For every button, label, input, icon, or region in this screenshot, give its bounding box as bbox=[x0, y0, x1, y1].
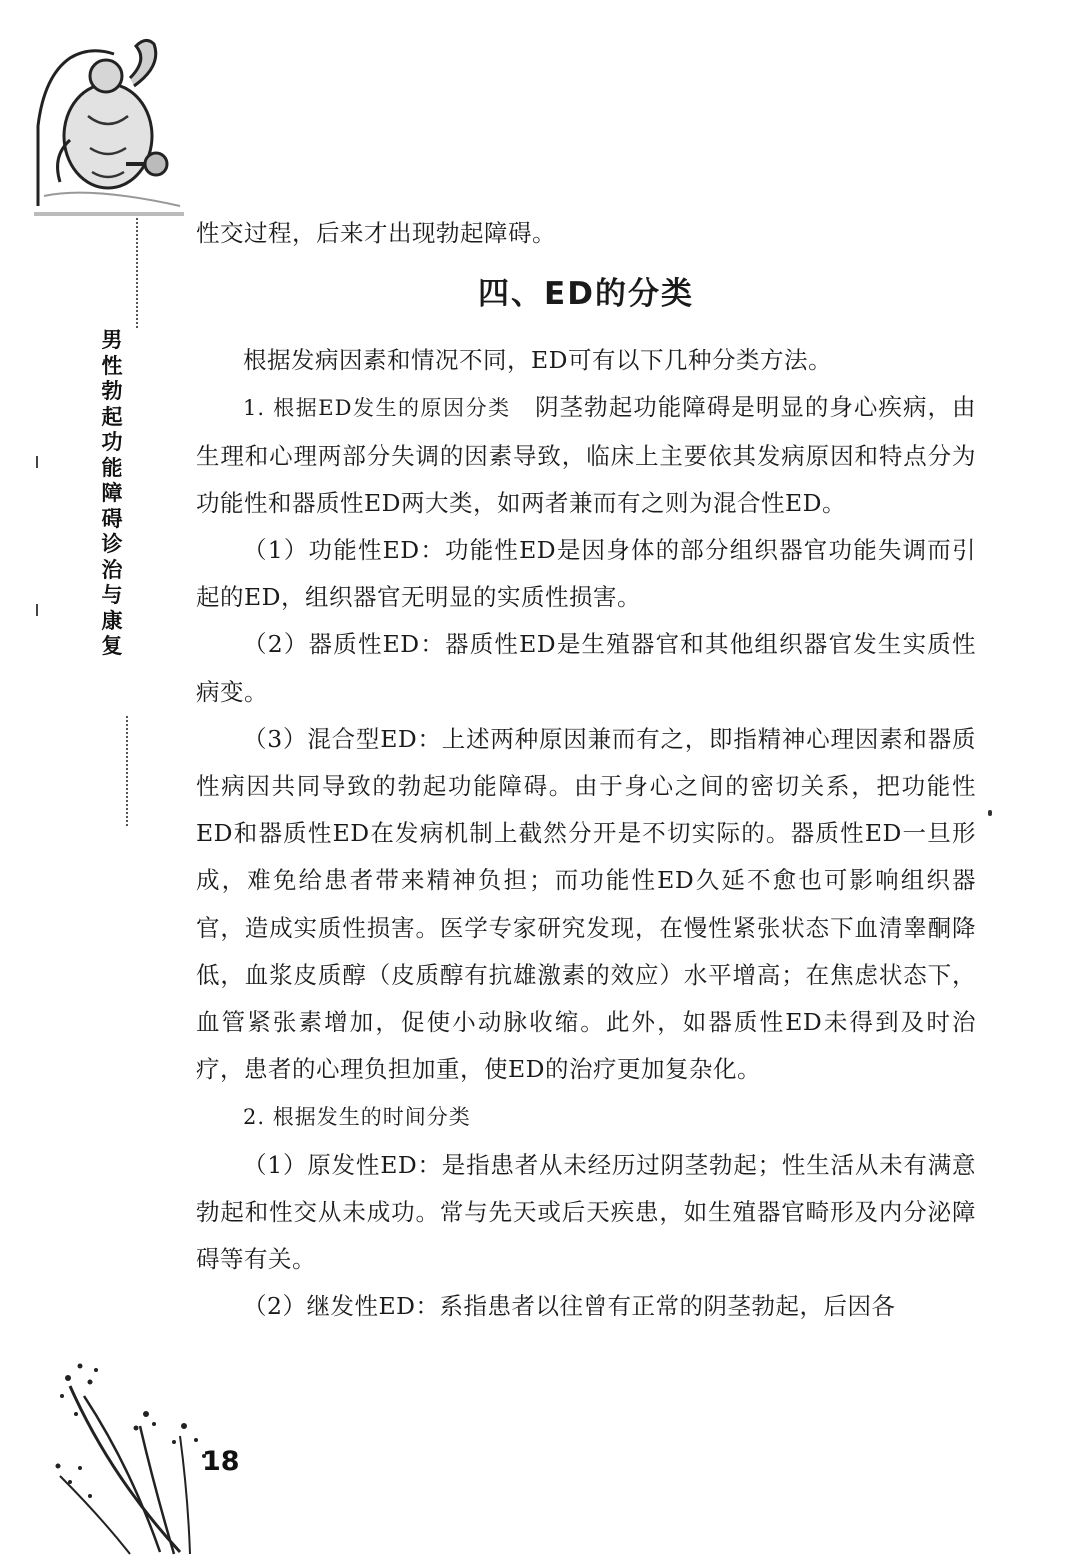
paragraph-cause-classification bbox=[196, 384, 976, 527]
margin-tick bbox=[36, 604, 38, 616]
side-dotted-rule bbox=[136, 218, 138, 328]
margin-tick bbox=[36, 456, 38, 468]
side-title: 男性勃起功能障碍诊治与康复 bbox=[101, 328, 123, 658]
section-heading: 四、ED的分类 bbox=[478, 276, 694, 313]
paragraph-mixed-ed: （3）混合型ED：上述两种原因兼而有之，即指精神心理因素和器质性病因共同导致的勃起功能障碍。由于身心之间的密切关系，把功能性ED和器质性ED在发病机制上截然分开是不切实际的。器质性ED一旦形成，难免给患者带来精神负担；而功能性ED久延不愈也可影响组织器官，造成实质性损害。医学专家研究发现，在慢性紧张状态下血清睾酮降低，血浆皮质醇（皮质醇有抗雄激素的效应）水平增高；在焦虑状态下，血管紧张素增加，促使小动脉收缩。此外，如器质性ED未得到及时治疗，患者的心理负担加重，使ED的治疗更加复杂化。 bbox=[196, 724, 976, 1084]
grass-sprig-icon bbox=[50, 1356, 220, 1556]
paragraph-continuation: 性交过程，后来才出现勃起障碍。 bbox=[196, 219, 556, 247]
paragraph-intro: 根据发病因素和情况不同，ED可有以下几种分类方法。 bbox=[243, 346, 832, 375]
print-speck bbox=[988, 810, 992, 816]
page-content bbox=[196, 210, 976, 1330]
page-number: 18 bbox=[202, 1446, 240, 1477]
paragraph-organic-ed: （2）器质性ED：器质性ED是生殖器官和其他组织器官发生实质性病变。 bbox=[196, 630, 976, 706]
bodybuilder-illustration bbox=[30, 36, 190, 216]
subheading-by-cause: 1. 根据ED发生的原因分类 bbox=[243, 396, 511, 421]
paragraph-primary-ed: （1）原发性ED：是指患者从未经历过阴茎勃起；性生活从未有满意勃起和性交从未成功。常与先天或后天疾患，如生殖器官畸形及内分泌障碍等有关。 bbox=[196, 1150, 976, 1274]
paragraph-secondary-ed: （2）继发性ED：系指患者以往曾有正常的阴茎勃起，后因各 bbox=[243, 1292, 896, 1321]
subheading-by-time: 2. 根据发生的时间分类 bbox=[243, 1105, 471, 1130]
paragraph-cause-body: 阴茎勃起功能障碍是明显的身心疾病，由生理和心理两部分失调的因素导致，临床上主要依其发病原因和特点分为功能性和器质性ED两大类，如两者兼而有之则为混合性ED。 bbox=[196, 393, 976, 517]
grass-sprig-illustration bbox=[50, 1356, 220, 1556]
subheading-by-time-wrap bbox=[196, 1093, 976, 1141]
paragraph-functional-ed: （1）功能性ED：功能性ED是因身体的部分组织器官功能失调而引起的ED，组织器官无明显的实质性损害。 bbox=[196, 536, 976, 612]
side-dotted-rule bbox=[126, 716, 128, 826]
bodybuilder-icon bbox=[30, 36, 190, 216]
